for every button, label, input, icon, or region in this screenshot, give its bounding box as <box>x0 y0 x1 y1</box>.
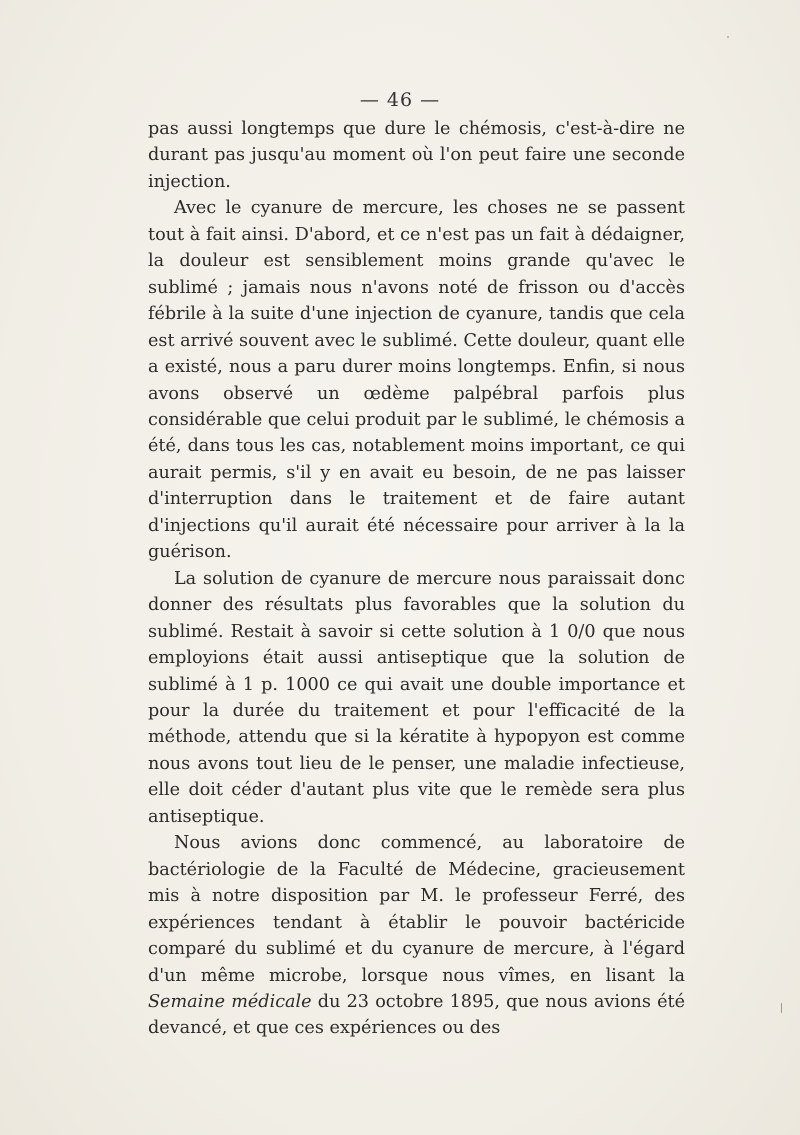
page-number: — 46 — <box>359 89 441 111</box>
body-text <box>148 116 685 1042</box>
paragraph-4-text-after: du 23 octobre 1895, que nous avions été devancé, et que ces expériences ou des <box>148 991 685 1039</box>
paper-speck <box>727 36 729 38</box>
paper-speck <box>781 1003 782 1013</box>
paragraph-3: La solution de cyanure de mercure nous paraissait donc donner des résultats plus favorables que la solution du sublimé. Restait à savoir si cette solution à 1 0/0 que nous employions était aussi antiseptique que la solution de sublimé à 1 p. 1000 ce qui avait une double importance et pour la durée du traitement et pour l'efficacité de la méthode, attendu que si la kératite à hypopyon est comme nous avons tout lieu de le penser, une maladie infectieuse, elle doit céder d'autant plus vite que le remède sera plus antiseptique. <box>148 568 685 827</box>
paragraph-4 <box>148 830 685 1042</box>
paragraph-1: pas aussi longtemps que dure le chémosis, c'est-à-dire ne durant pas jusqu'au moment où l'on peut faire une seconde injection. <box>148 119 685 192</box>
paragraph-4-text-before: Nous avions donc commencé, au laboratoire de bactériologie de la Faculté de Médecine, gracieusement mis à notre disposition par M. le professeur Ferré, des expériences tendant à établir le pouvoir bactéricide comparé du sublimé et du cyanure de mercure, à l'égard d'un même microbe, lorsque nous vîmes, en lisant la <box>148 833 685 986</box>
journal-title: Semaine médicale <box>148 991 312 1012</box>
paragraph-2: Avec le cyanure de mercure, les choses ne se passent tout à fait ainsi. D'abord, et ce n'est pas un fait à dédaigner, la douleur est sensiblement moins grande qu'avec le sublimé ; jamais nous n'avons noté de frisson ou d'accès fébrile à la suite d'une injection de cyanure, tandis que cela est arrivé souvent avec le sublimé. Cette douleur, quant elle a existé, nous a paru durer moins longtemps. Enfin, si nous avons observé un œdème palpébral parfois plus considérable que celui produit par le sublimé, le chémosis a été, dans tous les cas, notablement moins important, ce qui aurait permis, s'il y en avait eu besoin, de ne pas laisser d'interruption dans le traitement et de faire autant d'injections qu'il aurait été nécessaire pour arriver à la la guérison. <box>148 198 685 563</box>
